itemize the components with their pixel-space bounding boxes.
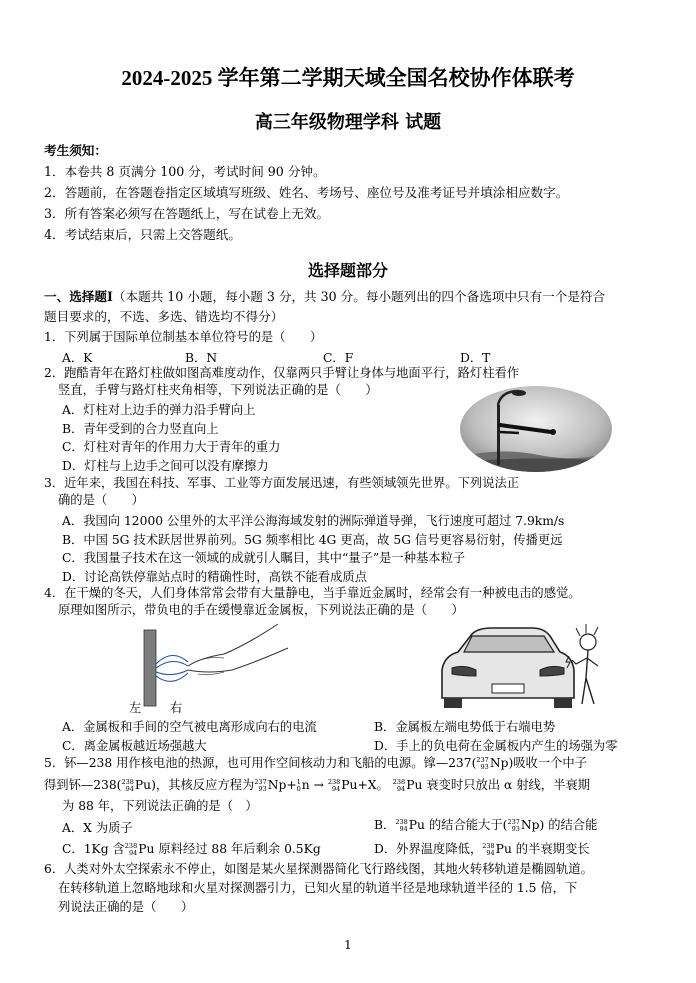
atomic-number: 93 bbox=[480, 762, 489, 771]
neutron-nuclide-symbol bbox=[297, 779, 301, 793]
q2-stem-1: 2．跑酷青年在路灯柱做如图高难度动作，仅靠两只手臂让身体与地面平行，路灯柱看作 bbox=[44, 366, 520, 380]
np-nuclide-symbol bbox=[254, 779, 266, 793]
q5-option-c-label: C．1Kg 含 bbox=[62, 842, 125, 856]
atomic-number: 0 bbox=[296, 784, 301, 793]
q5-stem-2d: Pu 衰变时只放出 α 射线，半衰期 bbox=[406, 778, 590, 792]
q5-stem-3: 为 88 年，下列说法正确的是（ ） bbox=[62, 799, 258, 813]
q1-option-a: A．K bbox=[62, 351, 93, 365]
plus-sign: + bbox=[286, 778, 297, 792]
q4-stem-1: 4．在干燥的冬天，人们身体常常会带有大量静电，当手靠近金属时，经常会有一种被电击的感觉。 bbox=[44, 586, 581, 600]
part1-heading bbox=[44, 288, 605, 306]
q3-option-d: D．讨论高铁停靠站点时的精确性时，高铁不能看成质点 bbox=[62, 570, 367, 584]
q6-stem-2: 在转移轨道上忽略地球和火星对探测器引力，已知火星的轨道半径是地球轨道半径的 1.5 倍，下 bbox=[58, 881, 578, 895]
q5-option-b-text: Pu 的结合能大于( bbox=[408, 818, 508, 832]
notice-item: 2．答题前，在答题卷指定区域填写班级、姓名、考场号、座位号及准考证号并填涂相应数字。 bbox=[44, 185, 569, 200]
atomic-number: 93 bbox=[511, 824, 520, 833]
q1-option-c: C．F bbox=[323, 351, 354, 365]
q3-option-c: C．我国量子技术在这一领域的成就引人瞩目，其中“量子”是一种基本粒子 bbox=[62, 551, 466, 565]
q5-option-b-label: B． bbox=[374, 818, 396, 832]
pu-nuclide-symbol bbox=[125, 843, 137, 857]
q3-option-b: B．中国 5G 技术跃居世界前列。5G 频率相比 4G 更高，故 5G 信号更容易衍射，传播更远 bbox=[62, 533, 563, 547]
atomic-number: 94 bbox=[486, 848, 495, 857]
q4-option-c: C．离金属板越近场强越大 bbox=[62, 739, 207, 753]
part1-label: 一、选择题 bbox=[44, 289, 107, 304]
q2-stem-2: 竖直，手臂与路灯柱夹角相等，下列说法正确的是（ ） bbox=[58, 383, 378, 397]
pu-nuclide-symbol bbox=[482, 843, 494, 857]
q4-fig-label-right: 右 bbox=[170, 701, 183, 715]
section-title: 选择题部分 bbox=[307, 261, 388, 280]
atomic-number: 94 bbox=[125, 784, 134, 793]
pu-nuclide-symbol bbox=[328, 779, 340, 793]
page-number: 1 bbox=[344, 938, 352, 952]
np-symbol: Np bbox=[267, 778, 287, 792]
reaction-arrow: → bbox=[313, 778, 324, 792]
atomic-number: 94 bbox=[128, 848, 138, 857]
mass-number: 238 bbox=[482, 841, 495, 850]
q4-option-d: D．手上的负电荷在金属板内产生的场强为零 bbox=[374, 739, 618, 753]
notice-item: 3．所有答案必须写在答题纸上，写在试卷上无效。 bbox=[44, 206, 330, 221]
mass-number: 237 bbox=[254, 777, 267, 786]
np-nuclide-symbol bbox=[507, 819, 519, 833]
q5-stem-2a: 得到钚—238( bbox=[44, 778, 122, 792]
q2-option-b: B．青年受到的合力竖直向上 bbox=[62, 422, 219, 436]
parkour-lamp-post-photo bbox=[459, 385, 613, 473]
q5-stem-2b: Pu)，其核反应方程为 bbox=[134, 778, 255, 792]
q4-fig-label-left: 左 bbox=[129, 701, 142, 715]
atomic-number: 93 bbox=[258, 784, 267, 793]
exam-title: 2024-2025 学年第二学期天域全国名校协作体联考 bbox=[121, 66, 575, 90]
q5-stem-2c: 。 bbox=[376, 778, 389, 792]
car-static-shock-cartoon bbox=[436, 620, 610, 710]
q3-stem-2: 确的是（ ） bbox=[58, 493, 145, 507]
exam-subtitle: 高三年级物理学科 试题 bbox=[254, 112, 442, 133]
notice-item: 4．考试结束后，只需上交答题纸。 bbox=[44, 227, 241, 242]
notice-item: 1．本卷共 8 页满分 100 分，考试时间 90 分钟。 bbox=[44, 164, 326, 179]
q2-option-c: C．灯柱对青年的作用力大于青年的重力 bbox=[62, 440, 281, 454]
q5-option-d bbox=[374, 839, 590, 857]
metal-plate-hand-diagram bbox=[128, 618, 298, 712]
mass-number: 237 bbox=[507, 817, 520, 826]
mass-number: 238 bbox=[392, 777, 406, 786]
mass-number: 1 bbox=[296, 777, 301, 786]
np-nuclide-symbol bbox=[476, 757, 488, 771]
mass-number: 238 bbox=[395, 817, 408, 826]
q5-option-c bbox=[62, 839, 321, 857]
mass-number: 237 bbox=[476, 755, 489, 764]
q1-option-d: D．T bbox=[460, 351, 491, 365]
mass-number: 238 bbox=[121, 777, 134, 786]
q5-stem-1a: 5．钚—238 用作核电池的热源，也可用作空间核动力和飞船的电源。镎—237( bbox=[44, 756, 477, 770]
q5-option-a: A．X 为质子 bbox=[62, 821, 133, 835]
pu-nuclide-symbol bbox=[393, 779, 405, 793]
mass-number: 238 bbox=[124, 841, 138, 850]
pu-nuclide-symbol bbox=[121, 779, 133, 793]
q5-stem-1 bbox=[44, 754, 587, 772]
atomic-number: 94 bbox=[399, 824, 408, 833]
neutron-symbol: n bbox=[301, 778, 310, 792]
q2-option-a: A．灯柱对上边手的弹力沿手臂向上 bbox=[62, 403, 256, 417]
q5-stem-2 bbox=[44, 776, 590, 794]
atomic-number: 94 bbox=[396, 784, 406, 793]
x-particle: +X bbox=[357, 778, 377, 792]
q1-stem: 1．下列属于国际单位制基本单位符号的是（ ） bbox=[44, 330, 323, 344]
q4-option-a: A．金属板和手间的空气被电离形成向右的电流 bbox=[62, 720, 317, 734]
mass-number: 238 bbox=[327, 777, 341, 786]
q5-stem-1b: Np)吸收一个中子 bbox=[489, 756, 588, 770]
part1-desc: （本题共 10 小题，每小题 3 分，共 30 分。每小题列出的四个备选项中只有一个是符合 bbox=[112, 289, 606, 304]
part1-desc-2: 题目要求的，不选、多选、错选均不得分） bbox=[44, 309, 284, 324]
q5-option-c-text: Pu 原料经过 88 年后剩余 0.5Kg bbox=[138, 842, 321, 856]
q1-option-b: B．N bbox=[185, 351, 218, 365]
q3-option-a: A．我国向 12000 公里外的太平洋公海海域发射的洲际弹道导弹，飞行速度可超过 7.9km/s bbox=[62, 514, 565, 528]
q3-stem-1: 3．近年来，我国在科技、军事、工业等方面发展迅速，有些领域领先世界。下列说法正 bbox=[44, 476, 520, 490]
pu-nuclide-symbol bbox=[395, 819, 407, 833]
q4-option-b: B．金属板左端电势低于右端电势 bbox=[374, 720, 556, 734]
q2-option-d: D．灯柱与上边手之间可以没有摩擦力 bbox=[62, 459, 269, 473]
q4-stem-2: 原理如图所示，带负电的手在缓慢靠近金属板，下列说法正确的是（ ） bbox=[58, 603, 464, 617]
atomic-number: 94 bbox=[332, 784, 341, 793]
q5-option-b bbox=[374, 815, 597, 833]
q5-option-d-label: D．外界温度降低， bbox=[374, 842, 483, 856]
pu-symbol: Pu bbox=[341, 778, 358, 792]
q6-stem-3: 列说法正确的是（ ） bbox=[58, 900, 194, 914]
q5-option-b-tail: Np) 的结合能 bbox=[520, 818, 598, 832]
q6-stem-1: 6．人类对外太空探索永不停止，如图是某火星探测器简化飞行路线图，其地火转移轨道是椭圆轨道。 bbox=[44, 862, 593, 876]
notice-heading: 考生须知： bbox=[44, 143, 107, 158]
q5-option-d-text: Pu 的半衰期变长 bbox=[495, 842, 590, 856]
part1-roman: I bbox=[106, 289, 113, 304]
